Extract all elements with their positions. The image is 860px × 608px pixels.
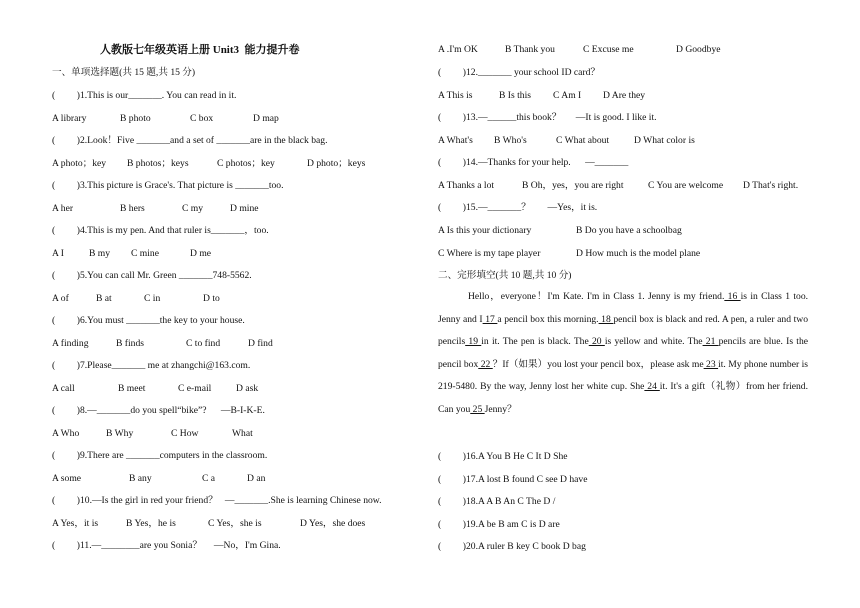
option: D me <box>190 247 212 259</box>
options-row <box>52 293 253 305</box>
question-5: ( )5.You can call Mr. Green _______748-5562. <box>52 270 252 281</box>
option: D What color is <box>634 134 695 146</box>
passage-text: a pencil box this morning. <box>497 313 599 325</box>
option: D photo；keys <box>307 157 366 169</box>
options-row <box>438 135 714 147</box>
cloze-passage <box>438 286 808 422</box>
options-row <box>52 428 282 440</box>
option: A I <box>52 247 64 259</box>
cloze-blank: 21 <box>702 336 719 348</box>
question-15: ( )15.—_______？ —Yes，it is. <box>438 202 598 213</box>
option: C What about <box>556 134 610 146</box>
option: A her <box>52 202 74 214</box>
option: What <box>232 427 253 439</box>
options-row <box>52 383 286 395</box>
option: C How <box>171 427 199 439</box>
option: D an <box>247 472 266 484</box>
section-1-heading: 一、单项选择题(共 15 题,共 15 分) <box>52 67 196 78</box>
cloze-question-16: ( )16.A You B He C It D She <box>438 451 568 462</box>
option: A library <box>52 112 87 124</box>
option: D That's right. <box>743 179 799 191</box>
option: D find <box>248 337 273 349</box>
passage-text: in it. The pen is black. The <box>481 336 589 348</box>
option: B at <box>96 292 112 304</box>
cloze-blank: 24 <box>644 381 660 393</box>
option: B hers <box>120 202 145 214</box>
cloze-blank: 18 <box>598 313 614 325</box>
option: C my <box>182 202 204 214</box>
options-row <box>52 203 290 215</box>
question-8: ( )8.—_______do you spell“bike”? —B-I-K-E. <box>52 405 265 416</box>
option: D map <box>253 112 279 124</box>
option: B Yes，he is <box>126 517 176 529</box>
option: B finds <box>116 337 144 349</box>
cloze-question-20: ( )20.A ruler B key C book D bag <box>438 541 586 553</box>
question-7: ( )7.Please_______ me at zhangchi@163.com. <box>52 360 251 371</box>
option: C Am I <box>553 89 582 101</box>
options-row <box>438 225 726 237</box>
option: C a <box>202 472 216 484</box>
option: C box <box>190 112 214 124</box>
cloze-blank: 20 <box>588 336 605 348</box>
cloze-question-18: ( )18.A A B An C The D / <box>438 496 556 508</box>
option: C Excuse me <box>583 44 634 55</box>
option: B photo <box>120 112 151 124</box>
question-6: ( )6.You must _______the key to your house. <box>52 315 245 326</box>
passage-text: pencil box is black and red. A pen, a ruler and two pencils <box>438 313 809 348</box>
option: A Who <box>52 427 80 439</box>
option: B photos；keys <box>127 157 189 169</box>
option: C to find <box>186 337 221 349</box>
options-row <box>52 338 298 350</box>
option: D ask <box>236 382 259 394</box>
cloze-blank: 25 <box>470 403 485 415</box>
option: A .I'm OK <box>438 44 478 55</box>
question-13: ( )13.—______this book？ —It is good. I like it. <box>438 112 657 123</box>
option: B Oh，yes，you are right <box>522 179 624 191</box>
passage-text: Jenny？ <box>484 403 517 415</box>
option: D Yes，she does <box>300 517 366 529</box>
options-row <box>438 248 726 260</box>
question-1: ( )1.This is our_______. You can read in it. <box>52 90 237 101</box>
option: B any <box>129 472 152 484</box>
option: C mine <box>131 247 159 259</box>
cloze-question-17: ( )17.A lost B found C see D have <box>438 473 588 485</box>
option: D to <box>203 292 220 304</box>
option: B Why <box>106 427 134 439</box>
title: 人教版七年级英语上册 Unit3 能力提升卷 <box>100 44 300 56</box>
cloze-question-19: ( )19.A be B am C is D are <box>438 518 560 530</box>
option: C in <box>144 292 161 304</box>
option: A Is this your dictionary <box>438 224 532 236</box>
option: B Thank you <box>505 44 555 55</box>
option: A This is <box>438 89 473 101</box>
question-9: ( )9.There are _______computers in the classroom. <box>52 450 268 461</box>
passage-text: is yellow and white. The <box>604 336 703 348</box>
passage-text: is in Class 1 too. Jenny and I <box>438 291 809 325</box>
option: B Who's <box>494 134 527 146</box>
options-row <box>438 90 663 102</box>
passage-text: it. My phone number is 219-5480. By the way, Jenny lost her white cup. She <box>438 358 808 393</box>
option: A What's <box>438 134 473 146</box>
option: C Where is my tape player <box>438 247 541 259</box>
option: B Do you have a schoolbag <box>576 224 682 236</box>
question-11: ( )11.—________are you Sonia？ —No，I'm Gina. <box>52 540 281 551</box>
option: A Yes，it is <box>52 517 99 529</box>
option: D Are they <box>603 89 646 101</box>
option: D mine <box>230 202 259 214</box>
question-3: ( )3.This picture is Grace's. That picture is _______too. <box>52 180 284 191</box>
options-row <box>52 473 297 485</box>
passage-text: it. It's a gift（礼物）from her friend. Can you <box>438 381 808 415</box>
cloze-blank: 19 <box>465 336 482 348</box>
cloze-blank: 22 <box>478 358 493 370</box>
option: B my <box>89 247 111 259</box>
right-top-options <box>438 44 756 56</box>
option: A finding <box>52 337 89 349</box>
option: D Goodbye <box>676 44 721 55</box>
option: B meet <box>118 382 146 394</box>
section-2-heading: 二、完形填空(共 10 题,共 10 分) <box>438 270 572 281</box>
passage-text: ？If（如果）you lost your pencil box，please ask me <box>492 358 704 370</box>
option: A some <box>52 472 82 484</box>
option: A of <box>52 292 69 304</box>
option: A call <box>52 382 75 394</box>
question-2: ( )2.Look！Five _______and a set of _______are in the black bag. <box>52 135 328 146</box>
passage-text: pencils are blue. Is the pencil box <box>438 336 809 370</box>
option: C e-mail <box>178 382 212 394</box>
option: C You are welcome <box>648 179 724 191</box>
option: C Yes，she is <box>208 517 262 529</box>
cloze-blank: 23 <box>703 358 719 370</box>
question-10: ( )10.—Is the girl in red your friend？ —_______.She is learning Chinese now. <box>52 495 382 506</box>
question-4: ( )4.This is my pen. And that ruler is_______，too. <box>52 225 269 236</box>
options-row <box>52 518 400 530</box>
option: B Is this <box>499 89 531 101</box>
option: D How much is the model plane <box>576 247 701 259</box>
question-12: ( )12._______ your school ID card？ <box>438 67 600 78</box>
option: C photos；key <box>217 157 275 169</box>
option: A Thanks a lot <box>438 179 495 191</box>
option: A photo；key <box>52 157 107 169</box>
options-row <box>438 180 823 192</box>
question-14: ( )14.—Thanks for your help. —_______ <box>438 157 629 168</box>
options-row <box>52 113 313 125</box>
options-row <box>52 158 387 170</box>
cloze-blank: 16 <box>724 291 741 302</box>
cloze-blank: 17 <box>482 313 498 325</box>
passage-text: Hello，everyone！I'm Kate. I'm in Class 1. Jenny is my friend. <box>468 291 725 302</box>
options-row <box>52 248 240 260</box>
